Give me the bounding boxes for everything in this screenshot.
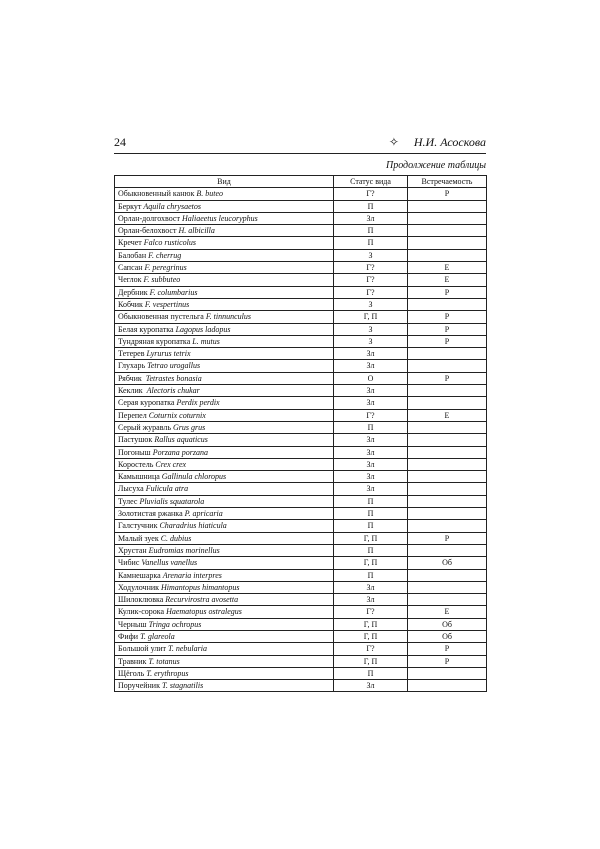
table-continuation-label: Продолжение таблицы bbox=[385, 160, 486, 171]
status-cell: Г? bbox=[334, 188, 408, 200]
species-latin-name: Eudromias morinellus bbox=[148, 545, 220, 555]
species-russian-name: Камнешарка bbox=[118, 570, 163, 580]
species-latin-name: Porzana porzana bbox=[152, 447, 209, 457]
species-russian-name: Поручейник bbox=[118, 681, 162, 691]
table-row bbox=[115, 667, 487, 679]
table-row bbox=[115, 569, 487, 581]
table-row bbox=[115, 643, 487, 655]
species-russian-name: Черныш bbox=[118, 619, 149, 629]
species-russian-name: Дербник bbox=[118, 287, 150, 297]
table-row bbox=[115, 680, 487, 692]
species-cell bbox=[115, 544, 334, 556]
occurrence-cell: Об bbox=[408, 630, 487, 642]
species-latin-name: Tetrao urogallus bbox=[147, 361, 201, 371]
species-cell bbox=[115, 520, 334, 532]
species-latin-name: P. apricaria bbox=[184, 509, 223, 519]
occurrence-cell bbox=[408, 360, 487, 372]
species-latin-name: Tetrastes bonasia bbox=[145, 373, 202, 383]
table-row bbox=[115, 557, 487, 569]
status-cell: П bbox=[334, 544, 408, 556]
table-body bbox=[115, 188, 487, 692]
species-latin-name: T. totanus bbox=[148, 656, 180, 666]
occurrence-cell bbox=[408, 495, 487, 507]
species-latin-name: Haematopus ostralegus bbox=[166, 607, 242, 617]
status-cell: Г, П bbox=[334, 532, 408, 544]
species-cell bbox=[115, 569, 334, 581]
species-latin-name: Pluvialis squatarola bbox=[139, 496, 205, 506]
species-cell bbox=[115, 581, 334, 593]
table-row bbox=[115, 606, 487, 618]
table-row bbox=[115, 311, 487, 323]
species-russian-name: Фифи bbox=[118, 631, 141, 641]
table-row bbox=[115, 225, 487, 237]
occurrence-cell bbox=[408, 397, 487, 409]
status-cell: Зл bbox=[334, 434, 408, 446]
status-cell: П bbox=[334, 508, 408, 520]
table-row bbox=[115, 483, 487, 495]
occurrence-cell bbox=[408, 298, 487, 310]
species-cell bbox=[115, 594, 334, 606]
table-row bbox=[115, 397, 487, 409]
table-row bbox=[115, 335, 487, 347]
status-cell: Зл bbox=[334, 458, 408, 470]
species-latin-name: Falco rusticolus bbox=[143, 238, 196, 248]
status-cell: Зл bbox=[334, 581, 408, 593]
status-cell: З bbox=[334, 323, 408, 335]
occurrence-cell: Об bbox=[408, 618, 487, 630]
species-latin-name: F. peregrinus bbox=[144, 263, 187, 273]
status-cell: Г? bbox=[334, 409, 408, 421]
occurrence-cell bbox=[408, 594, 487, 606]
status-cell: З bbox=[334, 298, 408, 310]
species-cell bbox=[115, 348, 334, 360]
running-head-author-block bbox=[389, 135, 486, 150]
table-row bbox=[115, 298, 487, 310]
species-russian-name: Перепел bbox=[118, 410, 149, 420]
status-cell: П bbox=[334, 421, 408, 433]
table-row bbox=[115, 409, 487, 421]
occurrence-cell bbox=[408, 212, 487, 224]
species-russian-name: Обыкновенная пустельга bbox=[118, 312, 206, 322]
species-russian-name: Тетерев bbox=[118, 349, 147, 359]
occurrence-cell: Е bbox=[408, 262, 487, 274]
species-cell bbox=[115, 274, 334, 286]
species-cell bbox=[115, 286, 334, 298]
occurrence-cell bbox=[408, 237, 487, 249]
occurrence-cell bbox=[408, 446, 487, 458]
occurrence-cell bbox=[408, 569, 487, 581]
species-latin-name: F. tinnunculus bbox=[205, 312, 252, 322]
species-latin-name: F. vespertinus bbox=[144, 299, 190, 309]
occurrence-cell: Р bbox=[408, 643, 487, 655]
status-cell: З bbox=[334, 249, 408, 261]
occurrence-cell: Р bbox=[408, 188, 487, 200]
species-russian-name: Орлан-белохвост bbox=[118, 226, 179, 236]
species-russian-name: Чеглок bbox=[118, 275, 144, 285]
species-latin-name: Gallinula chloropus bbox=[161, 472, 227, 482]
status-cell: Зл bbox=[334, 483, 408, 495]
species-latin-name: Vanellus vanellus bbox=[141, 558, 198, 568]
occurrence-cell bbox=[408, 581, 487, 593]
table-row bbox=[115, 495, 487, 507]
author-name: Н.И. Асоскова bbox=[413, 135, 486, 149]
table-row bbox=[115, 237, 487, 249]
table-row bbox=[115, 360, 487, 372]
species-russian-name: Пастушок bbox=[118, 435, 155, 445]
species-cell bbox=[115, 557, 334, 569]
species-cell bbox=[115, 643, 334, 655]
occurrence-cell bbox=[408, 483, 487, 495]
species-latin-name: Coturnix coturnix bbox=[148, 410, 206, 420]
species-cell bbox=[115, 618, 334, 630]
diamond-ornament-icon: ✧ bbox=[388, 135, 399, 149]
species-cell bbox=[115, 532, 334, 544]
species-russian-name: Тулес bbox=[118, 496, 140, 506]
species-cell bbox=[115, 249, 334, 261]
species-cell bbox=[115, 225, 334, 237]
species-cell bbox=[115, 446, 334, 458]
species-cell bbox=[115, 471, 334, 483]
status-cell: Г, П bbox=[334, 618, 408, 630]
species-russian-name: Обыкновенный канюк bbox=[118, 189, 197, 199]
species-latin-name: Lyrurus tetrix bbox=[146, 349, 191, 359]
occurrence-cell: Р bbox=[408, 532, 487, 544]
species-russian-name: Погоныш bbox=[118, 447, 153, 457]
species-latin-name: T. glareola bbox=[140, 631, 175, 641]
species-latin-name: Haliaeetus leucoryphus bbox=[181, 213, 258, 223]
column-header-status: Статус вида bbox=[334, 176, 408, 188]
species-cell bbox=[115, 335, 334, 347]
table-row bbox=[115, 581, 487, 593]
page-number: 24 bbox=[114, 135, 126, 149]
status-cell: Г? bbox=[334, 286, 408, 298]
species-latin-name: Charadrius hiaticula bbox=[159, 521, 227, 531]
species-cell bbox=[115, 680, 334, 692]
status-cell: Г? bbox=[334, 262, 408, 274]
species-latin-name: H. albicilla bbox=[178, 226, 215, 236]
status-cell: Г, П bbox=[334, 311, 408, 323]
species-cell bbox=[115, 606, 334, 618]
species-cell bbox=[115, 458, 334, 470]
species-russian-name: Белая куропатка bbox=[118, 324, 176, 334]
table-row bbox=[115, 372, 487, 384]
occurrence-cell bbox=[408, 348, 487, 360]
table-row bbox=[115, 458, 487, 470]
status-cell: Зл bbox=[334, 385, 408, 397]
occurrence-cell bbox=[408, 385, 487, 397]
occurrence-cell: Р bbox=[408, 323, 487, 335]
species-latin-name: Crex crex bbox=[155, 459, 187, 469]
status-cell: П bbox=[334, 520, 408, 532]
species-latin-name: T. erythropus bbox=[146, 668, 189, 678]
status-cell: Зл bbox=[334, 471, 408, 483]
occurrence-cell bbox=[408, 458, 487, 470]
species-russian-name: Камышница bbox=[118, 472, 162, 482]
table-row bbox=[115, 508, 487, 520]
occurrence-cell: Р bbox=[408, 655, 487, 667]
occurrence-cell: Р bbox=[408, 311, 487, 323]
species-latin-name: Recurvirostra avosetta bbox=[165, 595, 239, 605]
species-russian-name: Орлан-долгохвост bbox=[118, 213, 182, 223]
species-russian-name: Кулик-сорока bbox=[118, 607, 167, 617]
species-russian-name: Лысуха bbox=[118, 484, 146, 494]
species-cell bbox=[115, 495, 334, 507]
species-russian-name: Галстучник bbox=[118, 521, 160, 531]
species-russian-name: Серый журавль bbox=[118, 422, 174, 432]
status-cell: Зл bbox=[334, 397, 408, 409]
table-row bbox=[115, 434, 487, 446]
species-russian-name: Хрустан bbox=[118, 545, 149, 555]
species-latin-name: Aquila chrysaetos bbox=[143, 201, 201, 211]
species-latin-name: Alectoris chukar bbox=[146, 386, 200, 396]
species-cell bbox=[115, 323, 334, 335]
species-russian-name: Чибис bbox=[118, 558, 142, 568]
occurrence-cell: Р bbox=[408, 335, 487, 347]
table-row bbox=[115, 212, 487, 224]
table-row bbox=[115, 532, 487, 544]
occurrence-cell bbox=[408, 249, 487, 261]
column-header-occurrence: Встречаемость bbox=[408, 176, 487, 188]
table-row bbox=[115, 520, 487, 532]
status-cell: Г, П bbox=[334, 557, 408, 569]
species-russian-name: Кеклик bbox=[118, 386, 147, 396]
species-cell bbox=[115, 262, 334, 274]
species-cell bbox=[115, 372, 334, 384]
occurrence-cell bbox=[408, 225, 487, 237]
table-row bbox=[115, 262, 487, 274]
species-latin-name: Lagopus ladopus bbox=[175, 324, 231, 334]
species-russian-name: Ходулочник bbox=[118, 582, 162, 592]
table-row bbox=[115, 323, 487, 335]
status-cell: Г, П bbox=[334, 630, 408, 642]
header-rule bbox=[114, 153, 486, 154]
table-row bbox=[115, 249, 487, 261]
species-cell bbox=[115, 188, 334, 200]
species-latin-name: L. mutus bbox=[192, 336, 220, 346]
species-cell bbox=[115, 409, 334, 421]
status-cell: Г? bbox=[334, 274, 408, 286]
species-latin-name: Perdix perdix bbox=[176, 398, 220, 408]
species-russian-name: Травник bbox=[118, 656, 149, 666]
status-cell: Зл bbox=[334, 212, 408, 224]
species-latin-name: F. subbuteo bbox=[143, 275, 181, 285]
species-cell bbox=[115, 212, 334, 224]
species-cell bbox=[115, 421, 334, 433]
status-cell: Зл bbox=[334, 680, 408, 692]
table-row bbox=[115, 274, 487, 286]
status-cell: Г? bbox=[334, 606, 408, 618]
table-row bbox=[115, 471, 487, 483]
status-cell: П bbox=[334, 237, 408, 249]
species-latin-name: Arenaria interpres bbox=[162, 570, 222, 580]
species-latin-name: Grus grus bbox=[173, 422, 206, 432]
species-cell bbox=[115, 298, 334, 310]
status-cell: П bbox=[334, 667, 408, 679]
occurrence-cell: Об bbox=[408, 557, 487, 569]
occurrence-cell bbox=[408, 520, 487, 532]
occurrence-cell bbox=[408, 667, 487, 679]
status-cell: Г? bbox=[334, 643, 408, 655]
table-row bbox=[115, 421, 487, 433]
table-header-row bbox=[115, 176, 487, 188]
species-russian-name: Щёголь bbox=[118, 668, 147, 678]
species-cell bbox=[115, 200, 334, 212]
occurrence-cell: Р bbox=[408, 372, 487, 384]
status-cell: Зл bbox=[334, 446, 408, 458]
occurrence-cell: Е bbox=[408, 409, 487, 421]
species-russian-name: Шилоклювка bbox=[118, 595, 166, 605]
species-latin-name: F. columbarius bbox=[149, 287, 198, 297]
species-latin-name: Fulicula atra bbox=[145, 484, 189, 494]
status-cell: П bbox=[334, 569, 408, 581]
status-cell: П bbox=[334, 225, 408, 237]
species-russian-name: Кобчик bbox=[118, 299, 145, 309]
species-cell bbox=[115, 667, 334, 679]
occurrence-cell bbox=[408, 680, 487, 692]
species-russian-name: Большой улит bbox=[118, 644, 168, 654]
status-cell: Г, П bbox=[334, 655, 408, 667]
table-row bbox=[115, 618, 487, 630]
species-russian-name: Балобан bbox=[118, 250, 149, 260]
species-cell bbox=[115, 508, 334, 520]
species-cell bbox=[115, 630, 334, 642]
table-row bbox=[115, 630, 487, 642]
status-cell: О bbox=[334, 372, 408, 384]
table-row bbox=[115, 348, 487, 360]
species-cell bbox=[115, 237, 334, 249]
occurrence-cell: Е bbox=[408, 274, 487, 286]
species-latin-name: Tringa ochropus bbox=[148, 619, 202, 629]
species-cell bbox=[115, 311, 334, 323]
table-row bbox=[115, 286, 487, 298]
species-latin-name: T. stagnatilis bbox=[161, 681, 204, 691]
species-latin-name: Rallus aquaticus bbox=[154, 435, 208, 445]
occurrence-cell bbox=[408, 200, 487, 212]
species-russian-name: Сапсан bbox=[118, 263, 145, 273]
species-russian-name: Кречет bbox=[118, 238, 144, 248]
occurrence-cell bbox=[408, 544, 487, 556]
occurrence-cell bbox=[408, 471, 487, 483]
species-table bbox=[114, 175, 487, 692]
species-latin-name: T. nebularia bbox=[168, 644, 207, 654]
table-row bbox=[115, 446, 487, 458]
species-latin-name: B. buteo bbox=[196, 189, 224, 199]
table-row bbox=[115, 188, 487, 200]
species-latin-name: C. dubius bbox=[160, 533, 192, 543]
status-cell: Зл bbox=[334, 360, 408, 372]
species-cell bbox=[115, 385, 334, 397]
status-cell: З bbox=[334, 335, 408, 347]
species-cell bbox=[115, 397, 334, 409]
species-russian-name: Глухарь bbox=[118, 361, 148, 371]
occurrence-cell: Е bbox=[408, 606, 487, 618]
species-cell bbox=[115, 655, 334, 667]
table-row bbox=[115, 544, 487, 556]
species-latin-name: F. cherrug bbox=[148, 250, 182, 260]
species-russian-name: Золотистая ржанка bbox=[118, 509, 185, 519]
table-row bbox=[115, 385, 487, 397]
occurrence-cell bbox=[408, 434, 487, 446]
species-russian-name: Коростель bbox=[118, 459, 156, 469]
species-cell bbox=[115, 360, 334, 372]
occurrence-cell: Р bbox=[408, 286, 487, 298]
occurrence-cell bbox=[408, 508, 487, 520]
status-cell: П bbox=[334, 495, 408, 507]
running-header bbox=[114, 135, 486, 153]
species-cell bbox=[115, 434, 334, 446]
column-header-species: Вид bbox=[115, 176, 334, 188]
species-russian-name: Серая куропатка bbox=[118, 398, 177, 408]
status-cell: Зл bbox=[334, 348, 408, 360]
species-russian-name: Беркут bbox=[118, 201, 144, 211]
occurrence-cell bbox=[408, 421, 487, 433]
species-russian-name: Рябчик bbox=[118, 373, 146, 383]
status-cell: П bbox=[334, 200, 408, 212]
species-russian-name: Малый зуек bbox=[118, 533, 161, 543]
species-russian-name: Тундряная куропатка bbox=[118, 336, 193, 346]
status-cell: Зл bbox=[334, 594, 408, 606]
table-row bbox=[115, 655, 487, 667]
species-latin-name: Himantopus himantopus bbox=[161, 582, 240, 592]
species-cell bbox=[115, 483, 334, 495]
table-row bbox=[115, 200, 487, 212]
table-row bbox=[115, 594, 487, 606]
